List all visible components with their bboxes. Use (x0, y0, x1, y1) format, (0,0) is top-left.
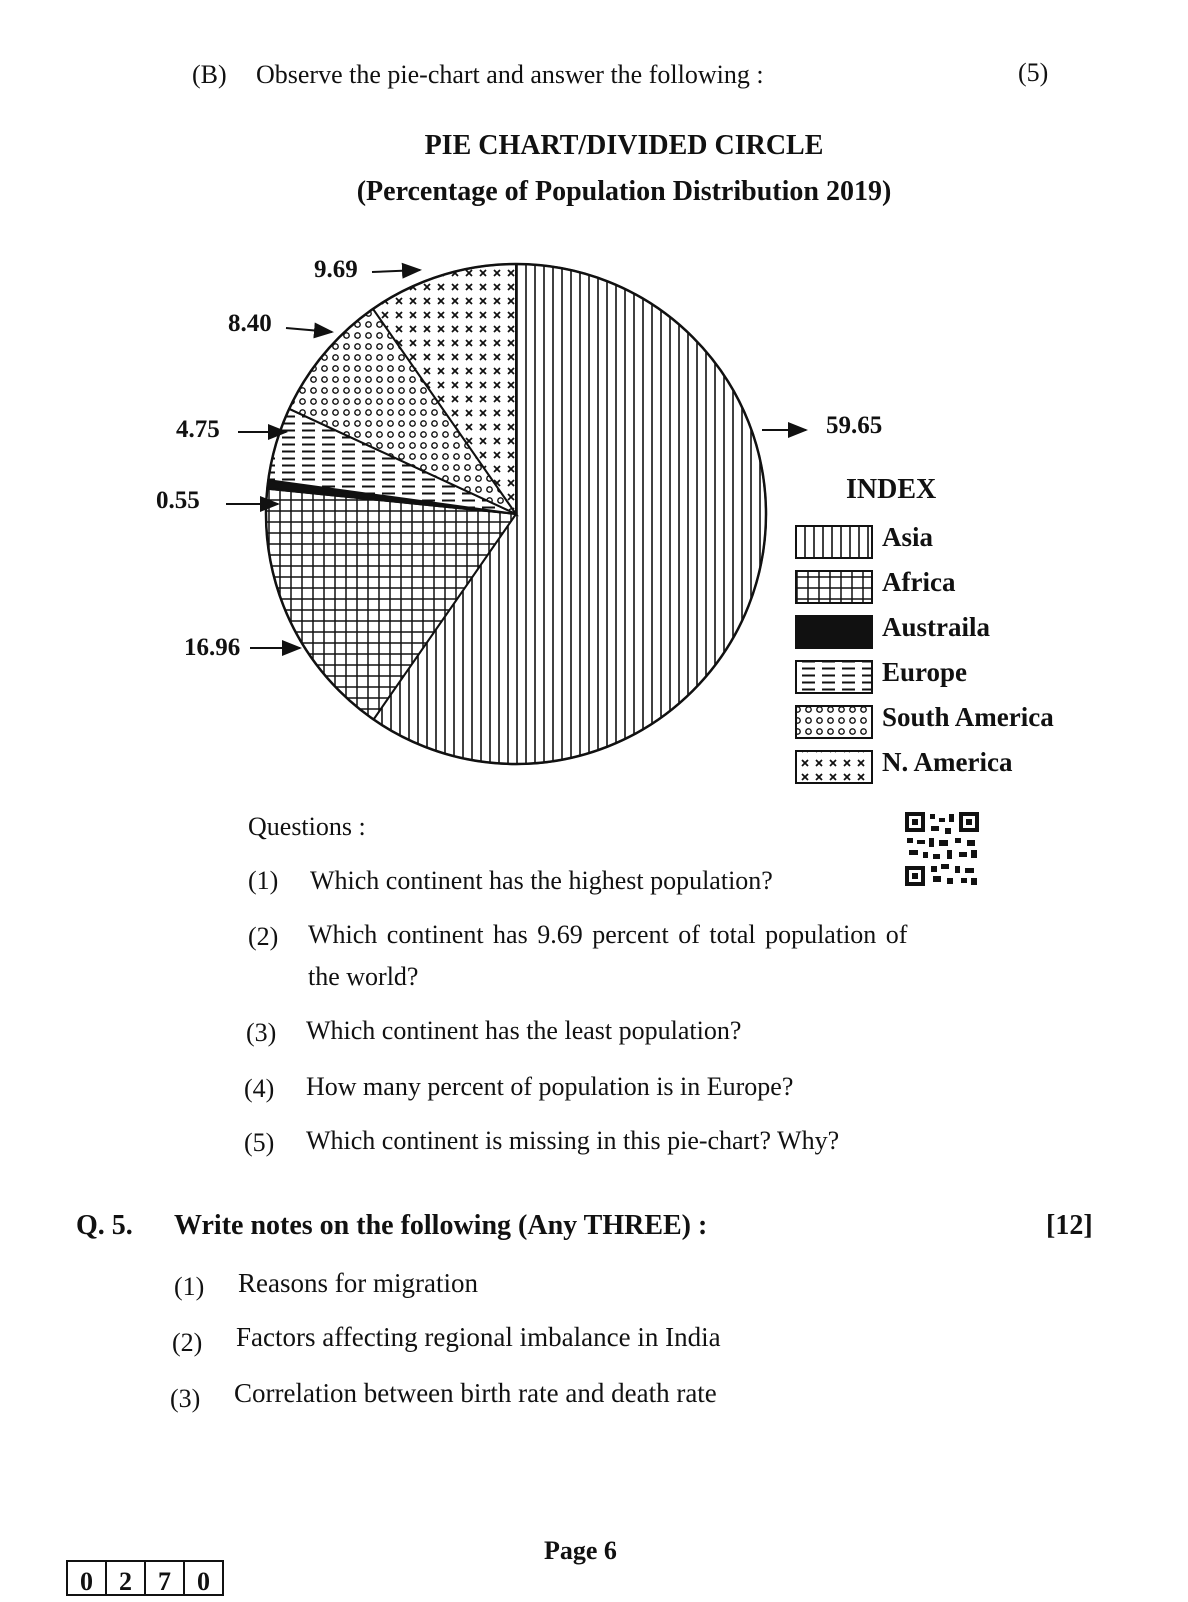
slice-value-label: 9.69 (314, 256, 358, 283)
note-number: (1) (174, 1272, 205, 1301)
paper-code (66, 1560, 224, 1596)
slice-value-label: 16.96 (184, 634, 241, 661)
legend-swatch (796, 571, 872, 603)
chart-title: PIE CHART/DIVIDED CIRCLE (424, 130, 824, 161)
slice-value-label: 8.40 (228, 310, 272, 337)
question-text-continued: the world? (308, 962, 419, 991)
paper-code-digit: 2 (107, 1562, 146, 1594)
note-number: (3) (170, 1384, 201, 1413)
legend-label: Austraila (882, 612, 990, 642)
paper-code-digit: 0 (68, 1562, 107, 1594)
legend-label: Africa (882, 567, 956, 597)
note-text: Factors affecting regional imbalance in India (236, 1322, 721, 1352)
note-number: (2) (172, 1328, 203, 1357)
slice-value-label: 59.65 (826, 412, 883, 439)
question-text: How many percent of population is in Europe? (306, 1072, 794, 1101)
page-number: Page 6 (544, 1536, 617, 1565)
legend-label: N. America (882, 747, 1013, 777)
legend-title: INDEX (846, 474, 937, 505)
qr-code-icon (905, 812, 979, 886)
question-text: Which continent has 9.69 percent of total population of (308, 920, 908, 949)
paper-code-digit: 0 (197, 1567, 210, 1596)
section-marks: (5) (1018, 58, 1049, 87)
question-text: Which continent is missing in this pie-chart? Why? (306, 1126, 840, 1155)
slice-label-arrow (286, 328, 332, 332)
slice-value-label: 0.55 (156, 487, 200, 514)
note-text: Reasons for migration (238, 1268, 478, 1298)
question-number: (4) (244, 1074, 275, 1103)
legend-label: South America (882, 702, 1054, 732)
question-number: (1) (248, 866, 279, 895)
chart-subtitle: (Percentage of Population Distribution 2019) (356, 176, 892, 207)
legend-swatch (796, 751, 872, 783)
question-number: (3) (246, 1018, 277, 1047)
legend-swatch (796, 661, 872, 693)
paper-code-digit: 7 (146, 1562, 185, 1594)
section-label: (B) (192, 60, 227, 89)
legend-swatch (796, 616, 872, 648)
legend-label: Europe (882, 657, 968, 687)
legend-swatch (796, 526, 872, 558)
slice-value-label: 4.75 (176, 416, 220, 443)
legend-label: Asia (882, 522, 934, 552)
question-number: (5) (244, 1128, 275, 1157)
questions-heading: Questions : (248, 812, 366, 841)
legend-swatch (796, 706, 872, 738)
question-text: Which continent has the highest population? (310, 866, 773, 895)
question-5-marks: [12] (1046, 1210, 1093, 1241)
question-5-number: Q. 5. (76, 1210, 133, 1241)
slice-label-arrow (372, 270, 420, 272)
question-text: Which continent has the least population? (306, 1016, 742, 1045)
question-5-title: Write notes on the following (Any THREE) : (174, 1210, 708, 1241)
note-text: Correlation between birth rate and death rate (234, 1378, 717, 1408)
question-number: (2) (248, 922, 279, 951)
section-instruction: Observe the pie-chart and answer the following : (256, 60, 764, 89)
